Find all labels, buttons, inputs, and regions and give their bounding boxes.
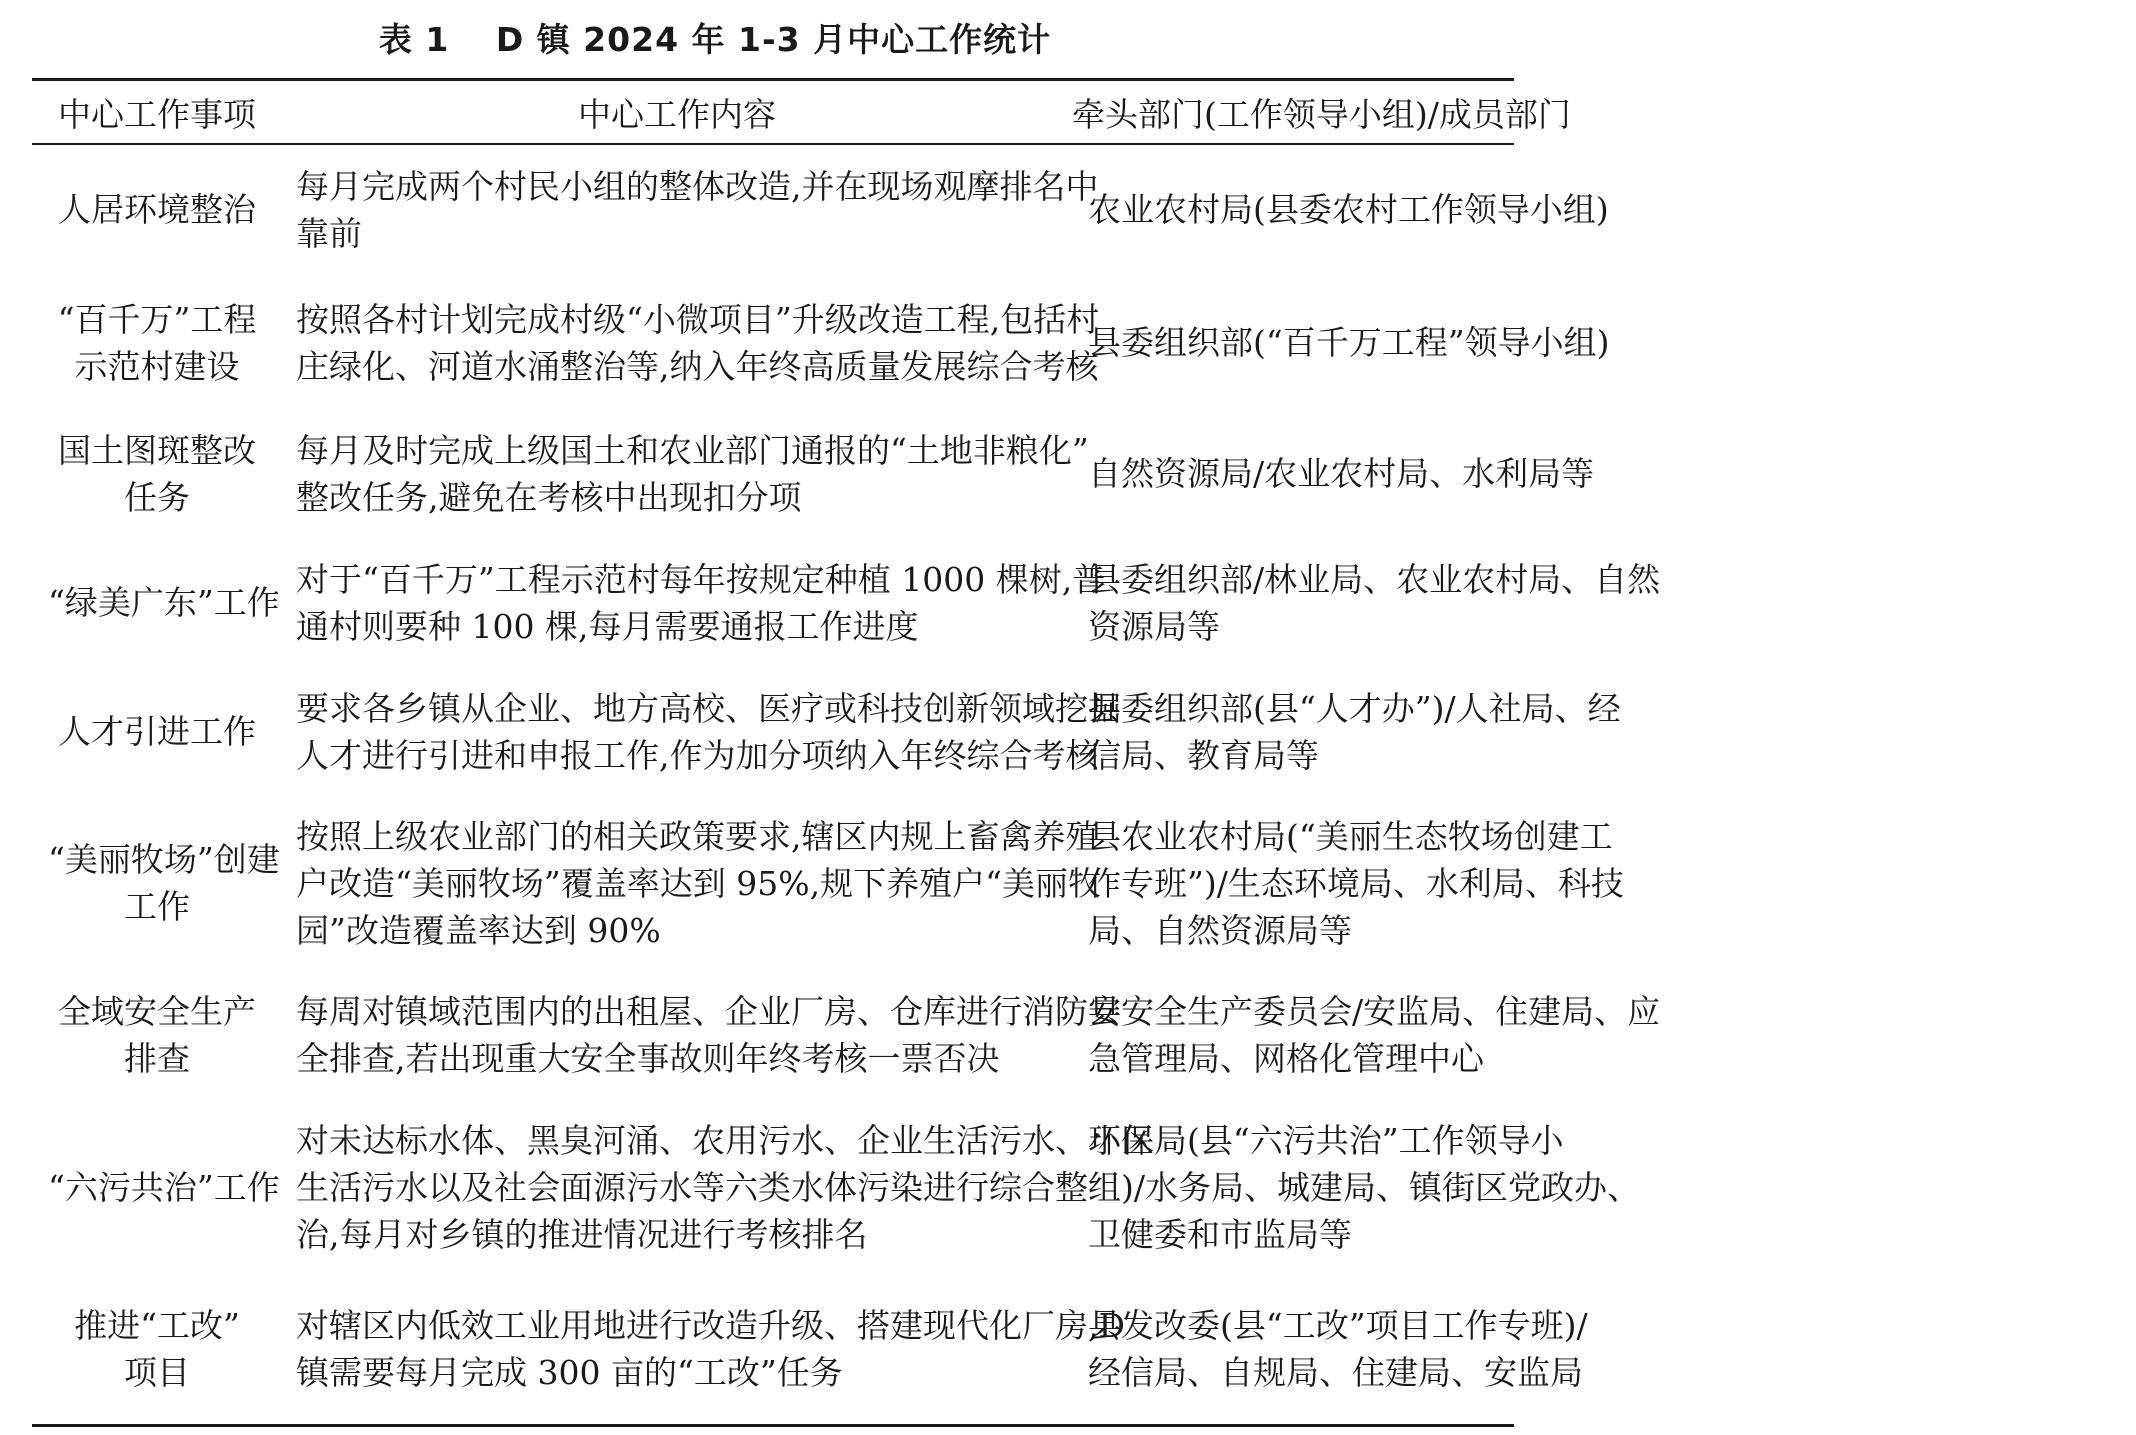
content-line: 每周对镇域范围内的出租屋、企业厂房、仓库进行消防安 [296,991,1121,1031]
dept-line: 作专班”)/生态环境局、水利局、科技 [1088,863,1624,903]
dept-cell [1072,143,1609,276]
bottom-rule [32,1424,1514,1427]
table-row [32,796,1514,970]
item-cell [32,1099,282,1275]
dept-line: 信局、教育局等 [1088,735,1319,775]
dept-line: 农业农村局(县委农村工作领导小组) [1088,190,1609,229]
item-line: “百千万”工程 [57,299,257,339]
header-dept: 牵头部门(工作领导小组)/成员部门 [1072,94,1571,134]
work-statistics-table [32,81,1661,1423]
content-line: 治,每月对乡镇的推进情况进行考核排名 [296,1214,868,1254]
table-row [32,143,1514,276]
table-row [32,538,1514,667]
header-content: 中心工作内容 [578,94,776,134]
dept-line: 局、自然资源局等 [1088,910,1352,950]
content-cell [282,1099,1154,1275]
dept-cell [1072,970,1661,1099]
dept-line: 县委组织部(县“人才办”)/人社局、经 [1088,688,1621,728]
content-line: 按照上级农业部门的相关政策要求,辖区内规上畜禽养殖 [296,816,1099,856]
item-cell [32,409,282,538]
item-cell [32,796,282,970]
dept-line: 县安全生产委员会/安监局、住建局、应 [1088,991,1661,1031]
content-line: 全排查,若出现重大安全事故则年终考核一票否决 [296,1038,1000,1078]
item-cell [32,538,282,667]
dept-line: 县委组织部(“百千万工程”领导小组) [1088,323,1610,362]
dept-line: 资源局等 [1088,606,1220,646]
item-line: 国土图斑整改 [58,430,256,470]
table-row [32,970,1514,1099]
table-title: 表 1 D 镇 2024 年 1-3 月中心工作统计 [378,20,1052,59]
dept-line: 急管理局、网格化管理中心 [1088,1038,1484,1078]
content-line: 要求各乡镇从企业、地方高校、医疗或科技创新领域挖掘 [296,688,1121,728]
table-row [32,1099,1514,1275]
dept-line: 卫健委和市监局等 [1088,1214,1352,1254]
dept-line: 环保局(县“六污共治”工作领导小 [1088,1120,1564,1160]
table-row [32,409,1514,538]
header-row [32,81,1514,143]
table-row [32,1275,1514,1423]
dept-line: 县农业农村局(“美丽生态牧场创建工 [1088,816,1613,856]
content-line: 整改任务,避免在考核中出现扣分项 [296,477,802,517]
item-line: 任务 [124,477,190,517]
table-row [32,667,1514,796]
content-line: 对于“百千万”工程示范村每年按规定种植 1000 棵树,普 [296,559,1106,599]
content-line: 庄绿化、河道水涌整治等,纳入年终高质量发展综合考核 [296,346,1099,386]
dept-cell [1072,276,1610,409]
item-line: 排查 [124,1038,190,1078]
content-cell [282,970,1121,1099]
table-row [32,276,1514,409]
header-item: 中心工作事项 [58,94,256,134]
item-line: 人才引进工作 [58,712,256,751]
content-line: 人才进行引进和申报工作,作为加分项纳入年终综合考核 [296,735,1099,775]
content-cell [282,143,1099,276]
item-cell [32,276,282,409]
item-line: “六污共治”工作 [48,1167,280,1207]
item-line: 全域安全生产 [58,991,256,1031]
content-cell [282,667,1121,796]
content-line: 对未达标水体、黑臭河涌、农用污水、企业生活污水、小区 [296,1120,1154,1160]
dept-cell [1072,667,1621,796]
item-cell [32,143,282,276]
content-line: 户改造“美丽牧场”覆盖率达到 95%,规下养殖户“美丽牧 [296,863,1101,903]
dept-line: 组)/水务局、城建局、镇街区党政办、 [1088,1167,1640,1207]
content-cell [282,276,1100,409]
dept-line: 县委组织部/林业局、农业农村局、自然 [1088,559,1661,599]
item-cell [32,970,282,1099]
dept-cell [1072,409,1595,538]
item-line: 工作 [124,887,190,926]
item-line: “绿美广东”工作 [48,583,280,622]
content-cell [282,796,1101,970]
content-line: 每月完成两个村民小组的整体改造,并在现场观摩排名中 [296,166,1099,206]
item-line: 示范村建设 [74,346,240,386]
item-cell [32,1275,282,1423]
content-line: 通村则要种 100 棵,每月需要通报工作进度 [296,606,919,646]
content-cell [282,1275,1125,1423]
item-line: 人居环境整治 [58,190,256,229]
content-line: 靠前 [296,213,362,253]
content-line: 每月及时完成上级国土和农业部门通报的“土地非粮化” [296,430,1089,470]
dept-cell [1072,1099,1640,1275]
dept-cell [1072,796,1624,970]
dept-cell [1072,538,1661,667]
content-line: 生活污水以及社会面源污水等六类水体污染进行综合整 [296,1167,1088,1207]
dept-line: 自然资源局/农业农村局、水利局等 [1088,454,1595,493]
dept-cell [1072,1275,1588,1423]
dept-line: 经信局、自规局、住建局、安监局 [1088,1353,1583,1392]
item-line: 项目 [124,1353,190,1392]
item-line: “美丽牧场”创建 [48,840,280,879]
content-cell [282,538,1106,667]
content-line: 对辖区内低效工业用地进行改造升级、搭建现代化厂房,D [296,1306,1125,1345]
content-line: 镇需要每月完成 300 亩的“工改”任务 [296,1353,843,1392]
content-cell [282,409,1089,538]
content-line: 园”改造覆盖率达到 90% [296,910,661,950]
content-line: 按照各村计划完成村级“小微项目”升级改造工程,包括村 [296,299,1100,339]
dept-line: 县发改委(县“工改”项目工作专班)/ [1088,1306,1588,1345]
item-line: 推进“工改” [74,1306,240,1345]
item-cell [32,667,282,796]
